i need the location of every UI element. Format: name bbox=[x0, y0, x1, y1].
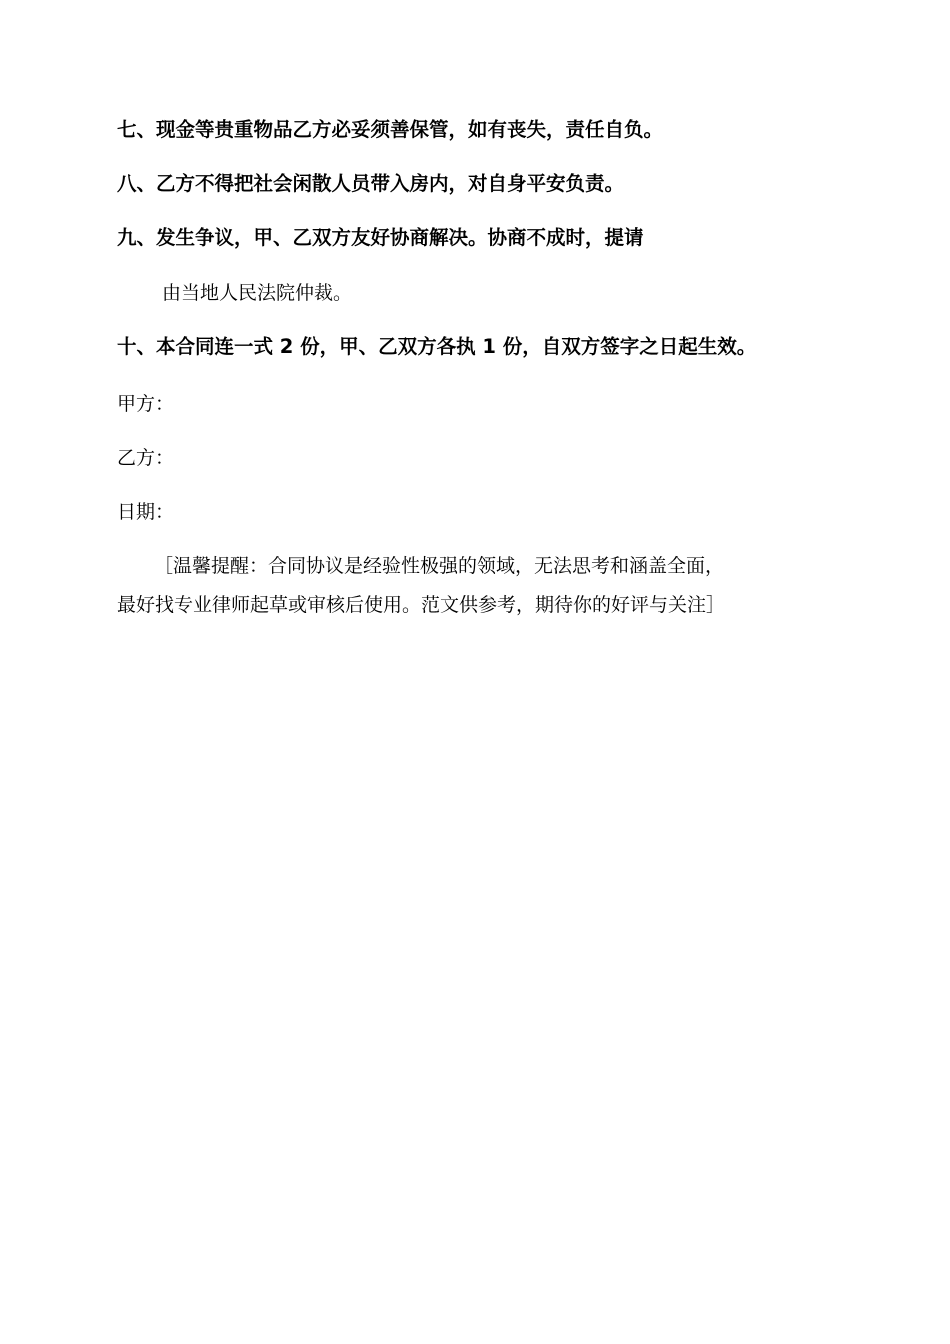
reminder-line-2: 最好找专业律师起草或审核后使用。范文供参考，期待你的好评与关注］ bbox=[117, 594, 726, 616]
party-a-signature: 甲方： bbox=[117, 393, 175, 415]
clause-10: 十、本合同连一式 2 份，甲、乙双方各执 1 份，自双方签字之日起生效。 bbox=[117, 335, 757, 358]
party-b-signature: 乙方： bbox=[117, 447, 175, 469]
date-signature: 日期： bbox=[117, 501, 175, 523]
clause-7: 七、现金等贵重物品乙方必妥须善保管，如有丧失，责任自负。 bbox=[117, 118, 664, 141]
clause-9: 九、发生争议，甲、乙双方友好协商解决。协商不成时，提请 bbox=[117, 226, 644, 249]
clause-9-continuation: 由当地人民法院仲裁。 bbox=[162, 282, 353, 304]
reminder-line-1: ［温馨提醒：合同协议是经验性极强的领域，无法思考和涵盖全面， bbox=[154, 555, 725, 577]
clause-8: 八、乙方不得把社会闲散人员带入房内，对自身平安负责。 bbox=[117, 172, 625, 195]
